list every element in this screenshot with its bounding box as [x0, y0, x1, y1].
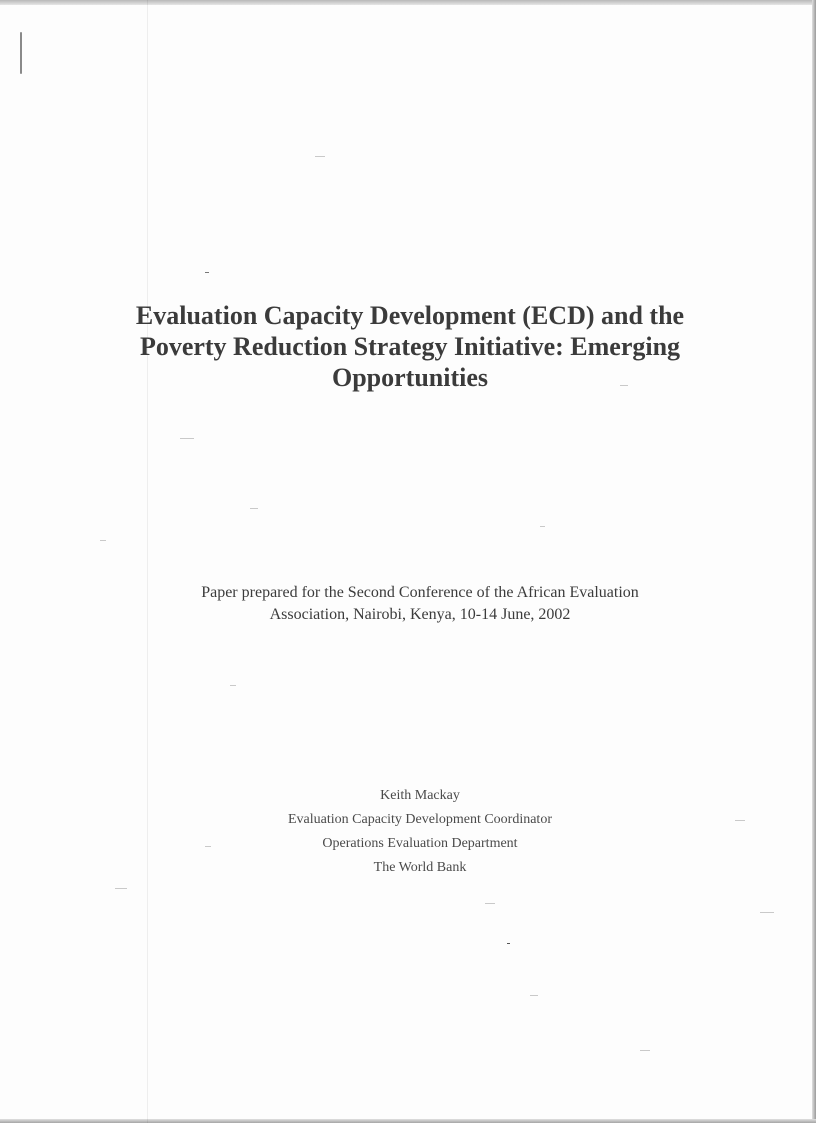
- scan-speck: [100, 540, 106, 541]
- scan-speck: [540, 526, 545, 527]
- scan-edge-bottom: [0, 1119, 816, 1123]
- scan-edge-right: [812, 0, 816, 1123]
- margin-mark: [20, 32, 22, 74]
- scan-speck: [250, 508, 258, 509]
- scan-speck: [507, 943, 510, 944]
- scan-speck: [530, 995, 538, 996]
- scan-speck: [760, 912, 774, 913]
- title-line: Evaluation Capacity Development (ECD) and the: [135, 301, 685, 330]
- title-line: Poverty Reduction Strategy Initiative: Emerging: [139, 332, 681, 361]
- scan-speck: [115, 888, 127, 889]
- author-block: [220, 784, 620, 880]
- scan-speck: [205, 846, 211, 847]
- author-organization: The World Bank: [373, 860, 467, 875]
- author-name: Keith Mackay: [380, 788, 460, 803]
- subtitle-line: Association, Nairobi, Kenya, 10-14 June, 2002: [269, 606, 571, 623]
- subtitle-line: Paper prepared for the Second Conference of the African Evaluation: [201, 584, 639, 601]
- scan-speck: [180, 438, 194, 439]
- document-subtitle: [110, 582, 730, 626]
- document-title: [100, 300, 720, 393]
- author-position: Evaluation Capacity Development Coordinator: [288, 812, 552, 827]
- author-department: Operations Evaluation Department: [322, 836, 518, 851]
- scan-speck: [230, 685, 236, 686]
- scan-speck: [640, 1050, 650, 1051]
- scan-edge-top: [0, 0, 816, 5]
- scan-speck: [735, 820, 745, 821]
- scan-speck: [485, 903, 495, 904]
- title-line: Opportunities: [331, 363, 489, 392]
- scan-speck: [315, 156, 325, 157]
- scan-speck: [205, 272, 209, 273]
- scan-fold-line: [147, 0, 148, 1123]
